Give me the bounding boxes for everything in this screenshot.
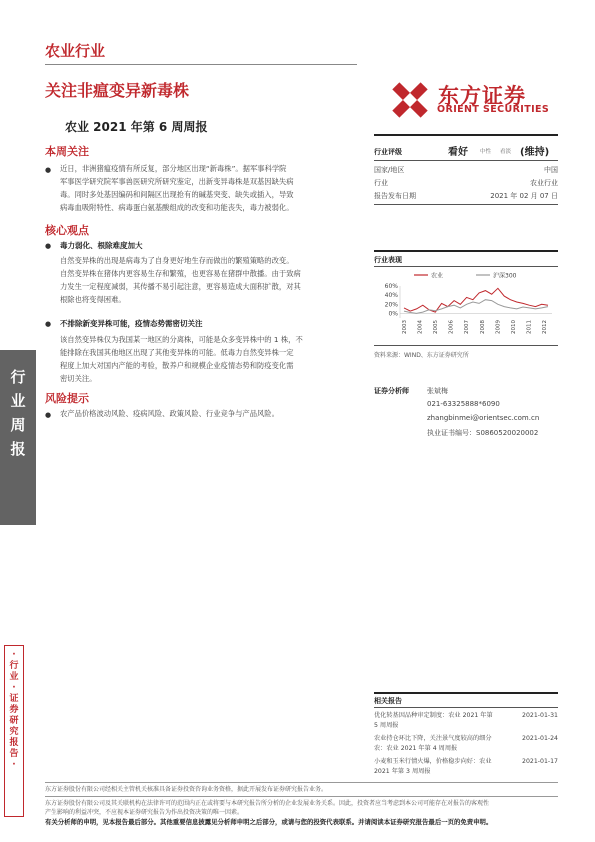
- rating-option-neutral: 中性: [480, 149, 492, 155]
- report-title: 关注非瘟变异新毒株: [45, 81, 190, 100]
- analyst-phone: 021-63325888*6090: [427, 400, 500, 408]
- bullet-icon: ●: [45, 166, 52, 174]
- side-char: 证: [9, 694, 19, 704]
- y-tick-label: 0%: [388, 310, 398, 318]
- x-tick-label: 2006: [448, 320, 455, 334]
- side-char: ·: [12, 760, 16, 770]
- footer-disclaimer: 有关分析师的申明，见本报告最后部分。其他重要信息披露见分析师申明之后部分，或请与您的投资代表联系。并请阅读本证券研究报告最后一页的免责申明。: [45, 818, 493, 826]
- para-line: 毒。同时多处基因编码和间隔区出现抢有的碱基突变、缺失或插入，导致: [60, 190, 294, 199]
- footer-line: 东方证券股份有限公司及其关联机构在法律许可的范围内正在或将要与本研究报告所分析的企业发展业务关系。因此，投资者应当考虑到本公司可能存在对报告的客观性: [45, 800, 490, 807]
- section-views-heading: 核心观点: [45, 224, 89, 237]
- side-tab-label: [6, 365, 30, 461]
- side-char: 告: [9, 749, 19, 759]
- rating-top-divider: [374, 134, 558, 136]
- y-tick-label: 40%: [384, 292, 398, 300]
- info-row-industry: [374, 178, 558, 190]
- related-date: 2021-01-31: [522, 712, 558, 719]
- y-tick-label: 20%: [384, 301, 398, 309]
- para-line: 能排除在我国其他地区出现了其他变异株的可能。低毒力自然变异株一定: [60, 348, 294, 357]
- info-row-date: [374, 191, 558, 203]
- info-key: 国家/地区: [374, 166, 405, 174]
- footer-divider: [45, 782, 558, 783]
- chart-title: 行业表现: [374, 256, 402, 264]
- related-date: 2021-01-24: [522, 735, 558, 742]
- related-title-line: 2021 年第 3 周周报: [374, 768, 431, 775]
- para-line: 力发生一定程度减弱，其传播不易引起注意，更容易造成大面积扩散，对其: [60, 282, 301, 291]
- side-char: 行: [10, 368, 26, 386]
- related-item[interactable]: [374, 711, 558, 731]
- header-divider: [45, 64, 357, 65]
- logo-name-cn: 东方证券: [438, 84, 526, 108]
- para-line: 自然变异株的出现是病毒为了自身更好地生存而做出的繁殖策略的改变。: [60, 256, 294, 265]
- x-tick-label: 2003: [402, 320, 408, 334]
- related-title-line: 5 周周报: [374, 722, 399, 729]
- info-key: 行业: [374, 179, 388, 187]
- footer-divider: [45, 796, 558, 797]
- para-line: 根除也将变得困难。: [60, 295, 126, 304]
- side-char: 行: [9, 661, 19, 671]
- analyst-cert: 执业证书编号：S0860520020002: [427, 429, 539, 437]
- related-title-line: 优化转基因品种审定制度：农业 2021 年第: [374, 712, 493, 719]
- bullet-icon: ●: [45, 411, 52, 419]
- side-char: 报: [10, 440, 26, 458]
- para-line: 程度上加大对国内产能的考验，散养户和规模企业疫情态势和防疫变化需: [60, 361, 294, 370]
- side-char: 业: [9, 672, 19, 682]
- views-subheading-1: 毒力弱化、根除难度加大: [60, 241, 143, 250]
- rating-option-bearish: 看淡: [500, 149, 512, 155]
- x-tick-label: 2011: [526, 320, 533, 334]
- bullet-icon: ●: [45, 320, 52, 328]
- side-char: ·: [12, 683, 16, 693]
- related-item[interactable]: [374, 757, 558, 777]
- related-title-line: 小麦和玉米行情火爆，价格稳步向好：农业: [374, 758, 492, 765]
- side-char: 报: [9, 738, 19, 748]
- para-line: 该自然变异株仅为我国某一地区的分离株，可能是众多变异株中的 1 株，不: [60, 335, 303, 344]
- para-line: 自然变异株在猪体内更容易生存和繁殖，也更容易在猪群中散播。由于致病: [60, 269, 301, 278]
- series-line-agriculture: [404, 288, 548, 312]
- side-char: 究: [9, 727, 19, 737]
- analyst-email: zhangbinmei@orientsec.com.cn: [427, 414, 540, 422]
- info-value: 农业行业: [530, 179, 558, 187]
- related-top-divider: [374, 692, 558, 694]
- para-line: 军事医学研究院军事兽医研究所研究鉴定，出新变异毒株是双基因缺失病: [60, 177, 294, 186]
- para-line: 密切关注。: [60, 374, 97, 383]
- chart-title-divider: [374, 266, 558, 267]
- legend-label: 农业: [431, 272, 444, 280]
- rating-main: 看好: [448, 147, 468, 158]
- info-bottom-divider: [374, 204, 558, 205]
- chart-top-divider: [374, 250, 558, 252]
- x-tick-label: 2010: [510, 320, 517, 334]
- weekly-paragraph: [60, 162, 352, 214]
- x-tick-label: 2008: [479, 320, 486, 334]
- analyst-name: 张斌梅: [427, 387, 448, 395]
- x-tick-label: 2007: [464, 320, 471, 334]
- chart-source: 资料来源：WIND、东方证券研究所: [374, 352, 469, 359]
- risk-paragraph: 农产品价格波动风险、疫病风险、政策风险、行业竞争与产品风险。: [60, 409, 279, 418]
- side-vertical-label: [6, 650, 22, 771]
- views-paragraph-1: [60, 254, 352, 306]
- para-line: 近日，非洲猪瘟疫情有所反复，部分地区出现“新毒株”。据军事科学院: [60, 164, 287, 173]
- side-char: 业: [10, 392, 26, 410]
- related-title-line: 农业持仓环比下降，关注景气度较高的细分: [374, 735, 492, 742]
- side-char: ·: [12, 650, 16, 660]
- logo-name-en: ORIENT SECURITIES: [437, 104, 550, 115]
- x-tick-label: 2005: [433, 320, 440, 334]
- related-date: 2021-01-17: [522, 758, 558, 765]
- analyst-label: 证券分析师: [374, 387, 409, 395]
- views-subheading-2: 不排除新变异株可能，疫情态势需密切关注: [60, 319, 203, 328]
- info-key: 报告发布日期: [374, 192, 416, 200]
- legend-label: 沪深300: [493, 272, 517, 280]
- info-row-region: [374, 165, 558, 177]
- x-tick-label: 2009: [495, 320, 502, 334]
- related-title-divider: [374, 707, 558, 708]
- report-subtitle: 农业 2021 年第 6 周周报: [65, 120, 208, 134]
- side-char: 研: [9, 716, 19, 726]
- related-title-line: 农：农业 2021 年第 4 周周报: [374, 745, 458, 752]
- bullet-icon: ●: [45, 242, 52, 250]
- side-char: 券: [9, 705, 19, 715]
- footer-line: 东方证券股份有限公司经相关主管机关核准具备证券投资咨询业务资格，据此开展发布证券研究报告业务。: [45, 786, 328, 793]
- rating-label: 行业评级: [374, 148, 402, 156]
- related-item[interactable]: [374, 734, 558, 754]
- section-weekly-heading: 本周关注: [45, 145, 89, 158]
- info-value: 2021 年 02 月 07 日: [490, 192, 558, 200]
- orient-logo-icon: [386, 76, 434, 124]
- rating-bottom-divider: [374, 160, 558, 161]
- related-heading: 相关报告: [374, 697, 402, 705]
- side-char: 周: [10, 416, 26, 434]
- info-value: 中国: [544, 166, 558, 174]
- rating-status: (维持): [520, 147, 550, 158]
- industry-performance-chart: [374, 268, 558, 344]
- chart-bottom-divider: [374, 345, 558, 346]
- y-tick-label: 60%: [384, 283, 398, 290]
- industry-label: 农业行业: [45, 42, 106, 60]
- section-risk-heading: 风险提示: [45, 392, 89, 405]
- views-paragraph-2: [60, 333, 352, 385]
- x-tick-label: 2012: [542, 320, 548, 334]
- footer-line: 产生影响的利益冲突，不应视本证券研究报告为作出投资决策的唯一因素。: [45, 809, 244, 816]
- para-line: 病毒血吸附特性、病毒蛋白氨基酸组成的改变和功能丧失，毒力被弱化。: [60, 203, 294, 212]
- series-line-csi300: [404, 300, 548, 314]
- x-tick-label: 2004: [417, 320, 424, 334]
